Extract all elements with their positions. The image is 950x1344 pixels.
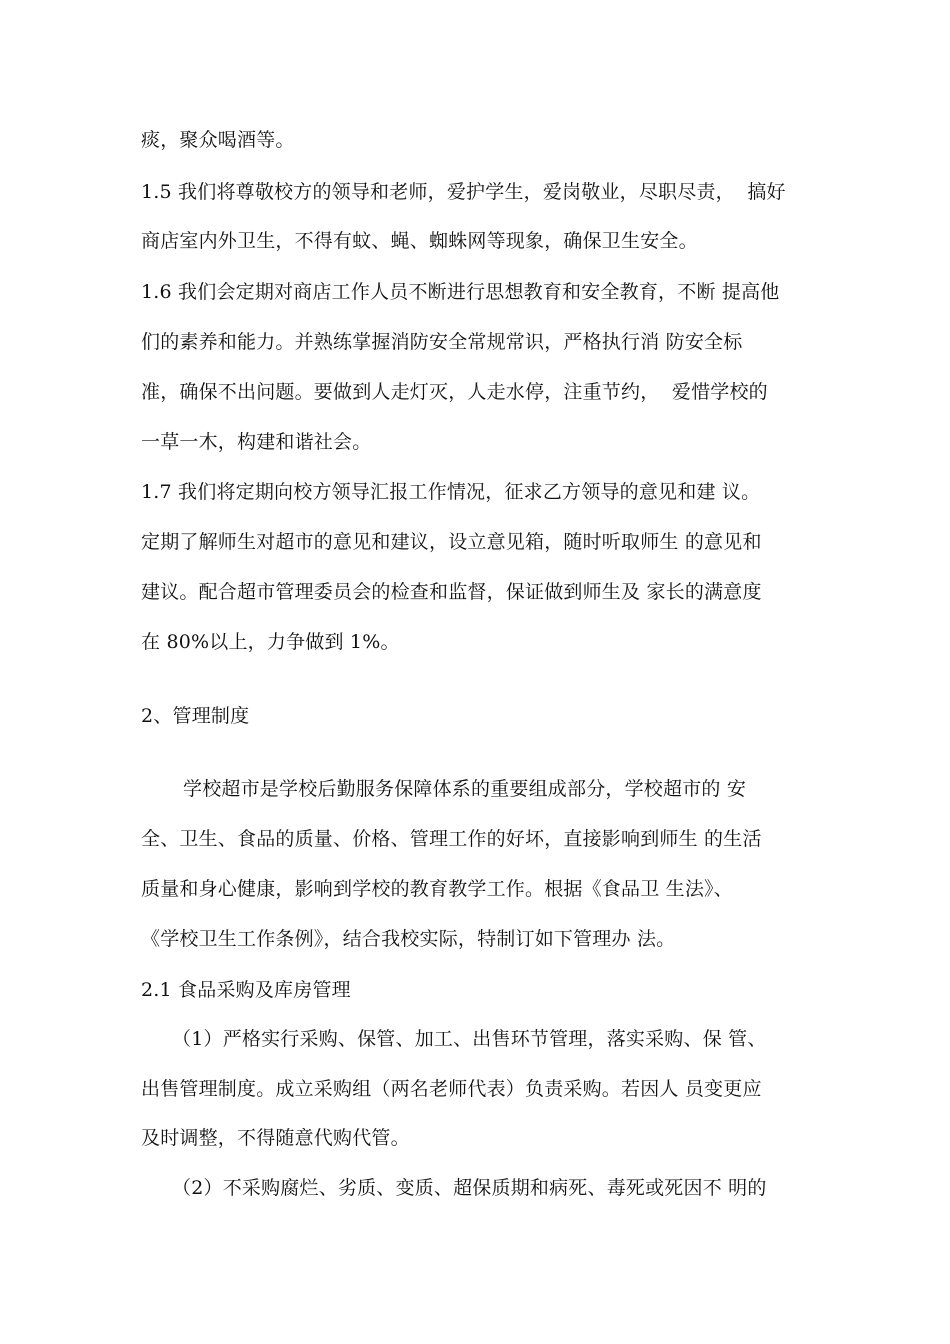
text-line: 建议。配合超市管理委员会的检查和监督，保证做到师生及 家长的满意度 <box>141 581 762 603</box>
text-line: 学校超市是学校后勤服务保障体系的重要组成部分，学校超市的 安 <box>183 778 747 800</box>
text-line: 出售管理制度。成立采购组（两名老师代表）负责采购。若因人 员变更应 <box>141 1078 762 1100</box>
text-line: 一草一木，构建和谐社会。 <box>141 431 372 453</box>
text-line: （1）严格实行采购、保管、加工、出售环节管理，落实采购、保 管、 <box>172 1028 767 1050</box>
text-line: 准，确保不出问题。要做到人走灯灭，人走水停，注重节约， 爱惜学校的 <box>141 381 768 403</box>
text-line: 1.5 我们将尊敬校方的领导和老师，爱护学生，爱岗敬业，尽职尽责， 搞好 <box>141 181 786 203</box>
text-line: 《学校卫生工作条例》，结合我校实际，特制订如下管理办 法。 <box>141 928 676 950</box>
text-line: 全、卫生、食品的质量、价格、管理工作的好坏，直接影响到师生 的生活 <box>141 828 762 850</box>
text-line: 质量和身心健康，影响到学校的教育教学工作。根据《食品卫 生法》、 <box>141 878 733 900</box>
text-line: 痰，聚众喝酒等。 <box>141 129 295 151</box>
text-line: 1.7 我们将定期向校方领导汇报工作情况，征求乙方领导的意见和建 议。 <box>141 481 761 503</box>
section-heading: 2、管理制度 <box>141 705 250 727</box>
text-line: 及时调整，不得随意代购代管。 <box>141 1127 410 1149</box>
text-line: 商店室内外卫生，不得有蚊、蝇、蜘蛛网等现象，确保卫生安全。 <box>141 230 698 252</box>
text-line: 定期了解师生对超市的意见和建议，设立意见箱，随时听取师生 的意见和 <box>141 531 762 553</box>
subsection-heading: 2.1 食品采购及库房管理 <box>141 979 351 1001</box>
text-line: 在 80%以上，力争做到 1%。 <box>141 631 400 653</box>
text-line: 1.6 我们会定期对商店工作人员不断进行思想教育和安全教育，不断 提高他 <box>141 281 780 303</box>
text-line: （2）不采购腐烂、劣质、变质、超保质期和病死、毒死或死因不 明的 <box>172 1177 767 1199</box>
text-line: 们的素养和能力。并熟练掌握消防安全常规常识，严格执行消 防安全标 <box>141 331 743 353</box>
